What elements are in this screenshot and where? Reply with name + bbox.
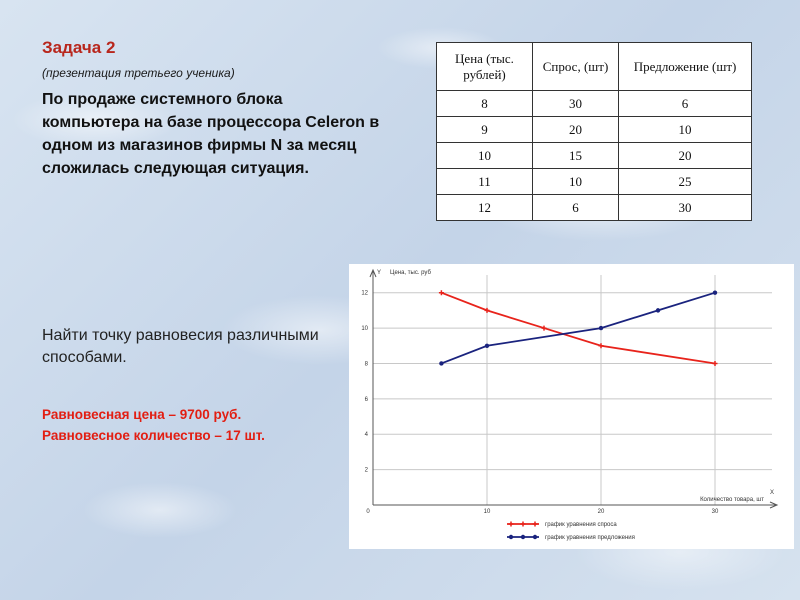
legend-marker [533, 522, 538, 527]
cell-price: 11 [437, 169, 533, 195]
cell-demand: 6 [532, 195, 618, 221]
x-tick-label: 0 [366, 509, 370, 515]
supply-point [599, 326, 603, 330]
demand-point [542, 326, 547, 331]
cell-price: 12 [437, 195, 533, 221]
table-row [437, 117, 752, 143]
x-axis-label: Количество товара, шт [700, 497, 764, 503]
table-header-row [437, 43, 752, 91]
cell-demand: 30 [532, 91, 618, 117]
table-row [437, 143, 752, 169]
task-subtitle: (презентация третьего ученика) [42, 66, 235, 80]
table-row [437, 91, 752, 117]
answer-equilibrium-price: Равновесная цена – 9700 руб. [42, 407, 242, 422]
supply-demand-chart [349, 264, 794, 549]
cell-supply: 30 [619, 195, 752, 221]
supply-point [713, 290, 717, 294]
task-question: Найти точку равновесия различными способами. [42, 327, 319, 366]
x-axis-letter: X [770, 490, 775, 496]
supply-point [439, 361, 443, 365]
y-tick-label: 8 [364, 361, 368, 368]
cell-supply: 10 [619, 117, 752, 143]
table-row [437, 169, 752, 195]
legend-marker [509, 535, 513, 539]
demand-point [713, 361, 718, 366]
cell-demand: 20 [532, 117, 618, 143]
table-row [437, 195, 752, 221]
supply-point [656, 308, 660, 312]
legend-marker [521, 535, 525, 539]
supply-point [485, 344, 489, 348]
cell-supply: 20 [619, 143, 752, 169]
y-tick-label: 2 [364, 467, 368, 474]
legend-label: график уравнения спроса [545, 522, 617, 528]
x-tick-label: 30 [711, 509, 719, 515]
y-tick-label: 12 [361, 290, 368, 297]
y-axis-label: Цена, тыс. руб [390, 270, 431, 276]
header-supply: Предложение (шт) [619, 43, 752, 91]
legend-marker [521, 522, 526, 527]
x-tick-label: 20 [597, 509, 605, 515]
cell-demand: 10 [532, 169, 618, 195]
demand-point [599, 343, 604, 348]
y-tick-label: 10 [361, 326, 368, 333]
y-tick-label: 6 [364, 396, 368, 403]
header-demand: Спрос, (шт) [532, 43, 618, 91]
legend-label: график уравнения предложения [545, 535, 635, 541]
answer-equilibrium-quantity: Равновесное количество – 17 шт. [42, 428, 265, 443]
x-tick-label: 10 [483, 509, 491, 515]
cell-price: 10 [437, 143, 533, 169]
cell-price: 8 [437, 91, 533, 117]
demand-point [439, 290, 444, 295]
cell-price: 9 [437, 117, 533, 143]
cell-supply: 6 [619, 91, 752, 117]
cell-demand: 15 [532, 143, 618, 169]
y-tick-label: 4 [364, 432, 368, 439]
header-price: Цена (тыс. рублей) [437, 43, 533, 91]
task-description: По продаже системного блока компьютера на базе процессора Celeron в одном из магазинов фирмы N за месяц сложилась следующая ситуация. [42, 91, 380, 177]
task-title: Задача 2 [42, 38, 116, 57]
cell-supply: 25 [619, 169, 752, 195]
chart-svg [349, 264, 794, 549]
legend-marker [509, 522, 514, 527]
y-axis-letter: Y [377, 270, 382, 276]
price-demand-supply-table [436, 42, 752, 221]
legend-marker [533, 535, 537, 539]
demand-point [485, 308, 490, 313]
